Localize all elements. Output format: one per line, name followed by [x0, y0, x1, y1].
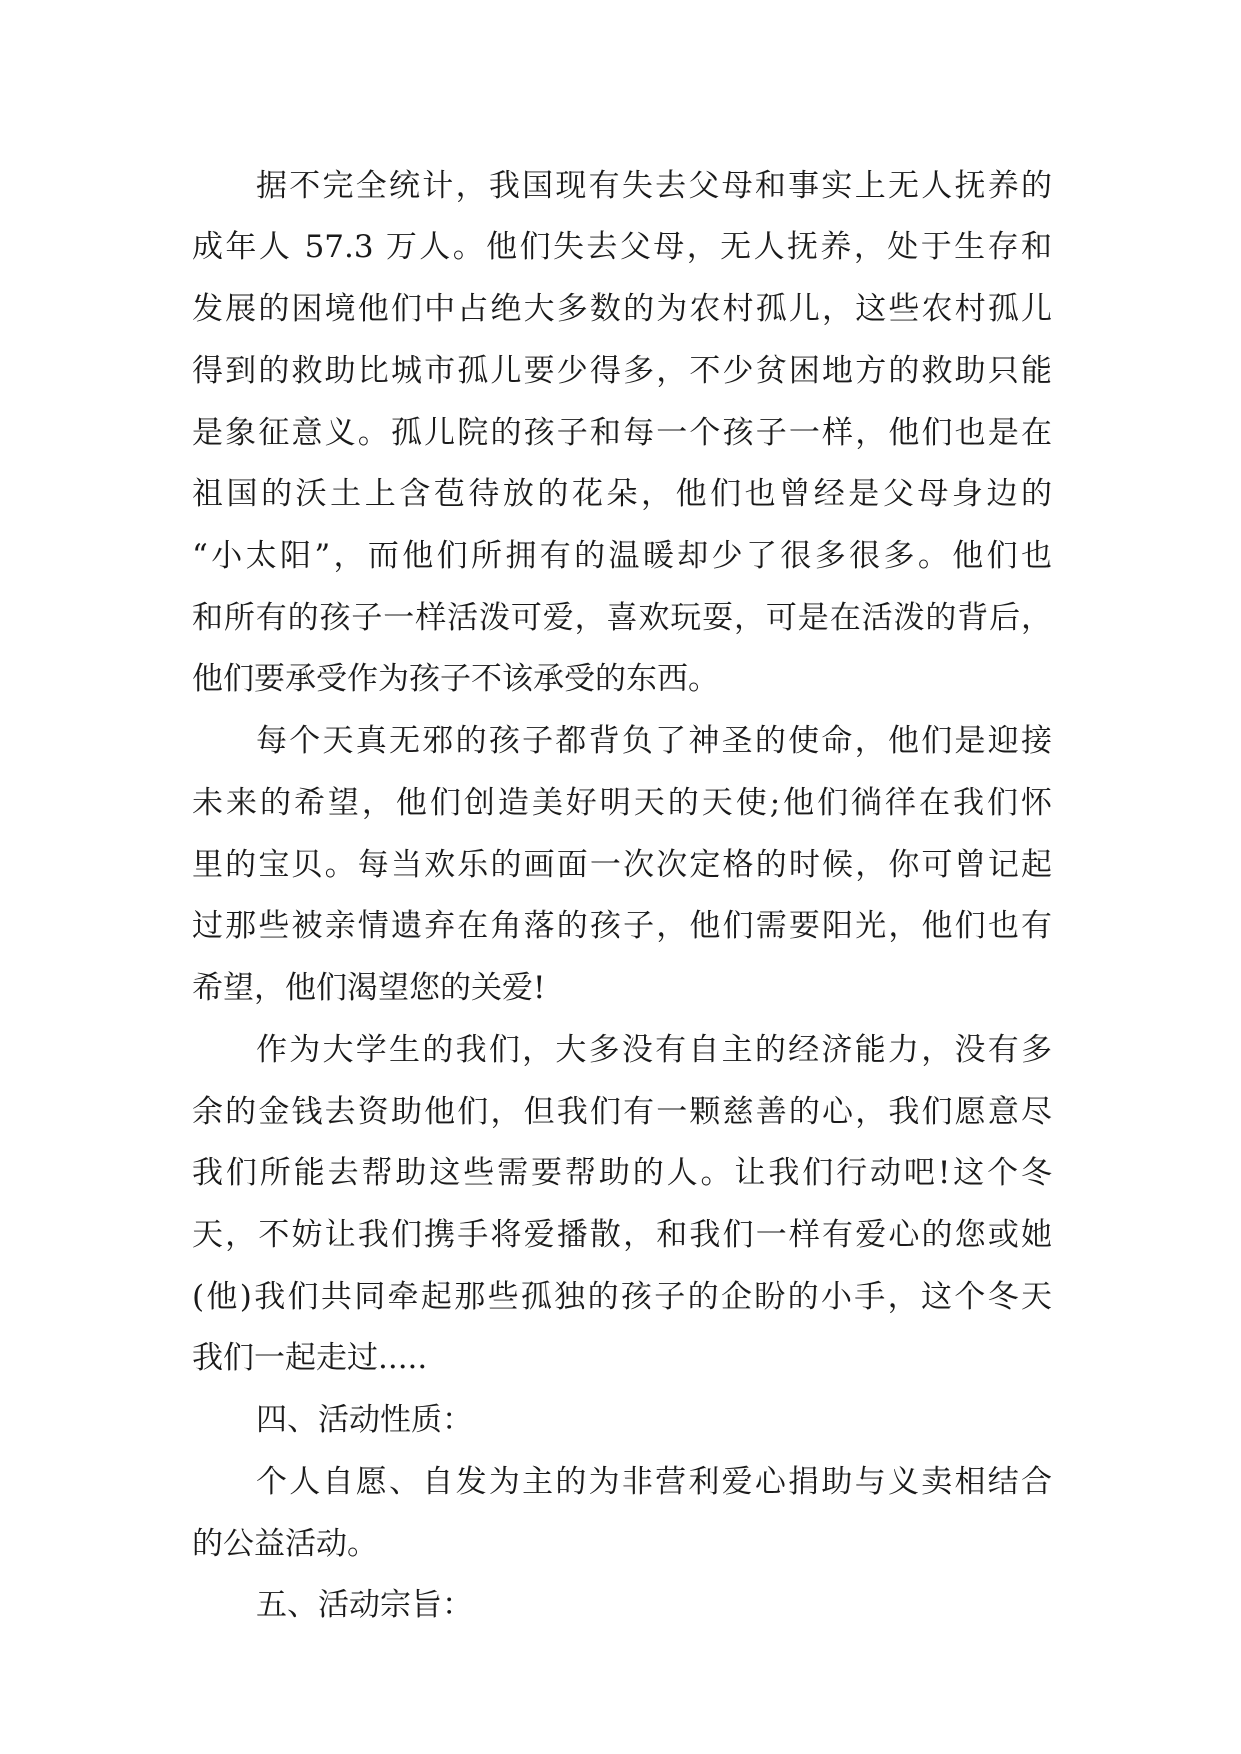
paragraph-5-line-1: 个人自愿、自发为主的为非营利爱心捐助与义卖相结合 — [256, 1464, 1052, 1500]
paragraph-3-line-3: 我们所能去帮助这些需要帮助的人。让我们行动吧!这个冬 — [192, 1155, 1052, 1191]
section-heading-activity-nature: 四、活动性质： — [256, 1402, 473, 1438]
paragraph-3-line-4: 天，不妨让我们携手将爱播散，和我们一样有爱心的您或她 — [192, 1217, 1052, 1253]
paragraph-2-line-3: 里的宝贝。每当欢乐的画面一次次定格的时候，你可曾记起 — [192, 847, 1052, 883]
paragraph-1-line-4: 得到的救助比城市孤儿要少得多，不少贫困地方的救助只能 — [192, 353, 1052, 389]
paragraph-1-line-2: 成年人 57.3 万人。他们失去父母，无人抚养，处于生存和 — [192, 229, 1052, 265]
paragraph-1-line-9: 他们要承受作为孩子不该承受的东西。 — [192, 661, 719, 697]
paragraph-2-line-4: 过那些被亲情遗弃在角落的孩子，他们需要阳光，他们也有 — [192, 908, 1052, 944]
paragraph-1-line-7: “小太阳”，而他们所拥有的温暖却少了很多很多。他们也 — [192, 538, 1052, 574]
paragraph-5-line-2: 的公益活动。 — [192, 1526, 378, 1562]
paragraph-1-line-5: 是象征意义。孤儿院的孩子和每一个孩子一样，他们也是在 — [192, 415, 1052, 451]
paragraph-2-line-2: 未来的希望，他们创造美好明天的天使;他们徜徉在我们怀 — [192, 785, 1052, 821]
paragraph-3-line-2: 余的金钱去资助他们，但我们有一颗慈善的心，我们愿意尽 — [192, 1094, 1052, 1130]
paragraph-3-line-6: 我们一起走过..... — [192, 1340, 428, 1376]
paragraph-1-line-3: 发展的困境他们中占绝大多数的为农村孤儿，这些农村孤儿 — [192, 291, 1052, 327]
section-heading-activity-purpose: 五、活动宗旨： — [256, 1587, 473, 1623]
paragraph-1-line-6: 祖国的沃土上含苞待放的花朵，他们也曾经是父母身边的 — [192, 476, 1052, 512]
paragraph-1-line-1: 据不完全统计，我国现有失去父母和事实上无人抚养的 — [256, 168, 1052, 204]
paragraph-3-line-1: 作为大学生的我们，大多没有自主的经济能力，没有多 — [256, 1032, 1052, 1068]
paragraph-2-line-5: 希望，他们渴望您的关爱! — [192, 970, 546, 1006]
paragraph-2-line-1: 每个天真无邪的孩子都背负了神圣的使命，他们是迎接 — [256, 723, 1052, 759]
paragraph-1-line-8: 和所有的孩子一样活泼可爱，喜欢玩耍，可是在活泼的背后， — [192, 600, 1052, 636]
paragraph-3-line-5: (他)我们共同牵起那些孤独的孩子的企盼的小手，这个冬天 — [192, 1279, 1052, 1315]
